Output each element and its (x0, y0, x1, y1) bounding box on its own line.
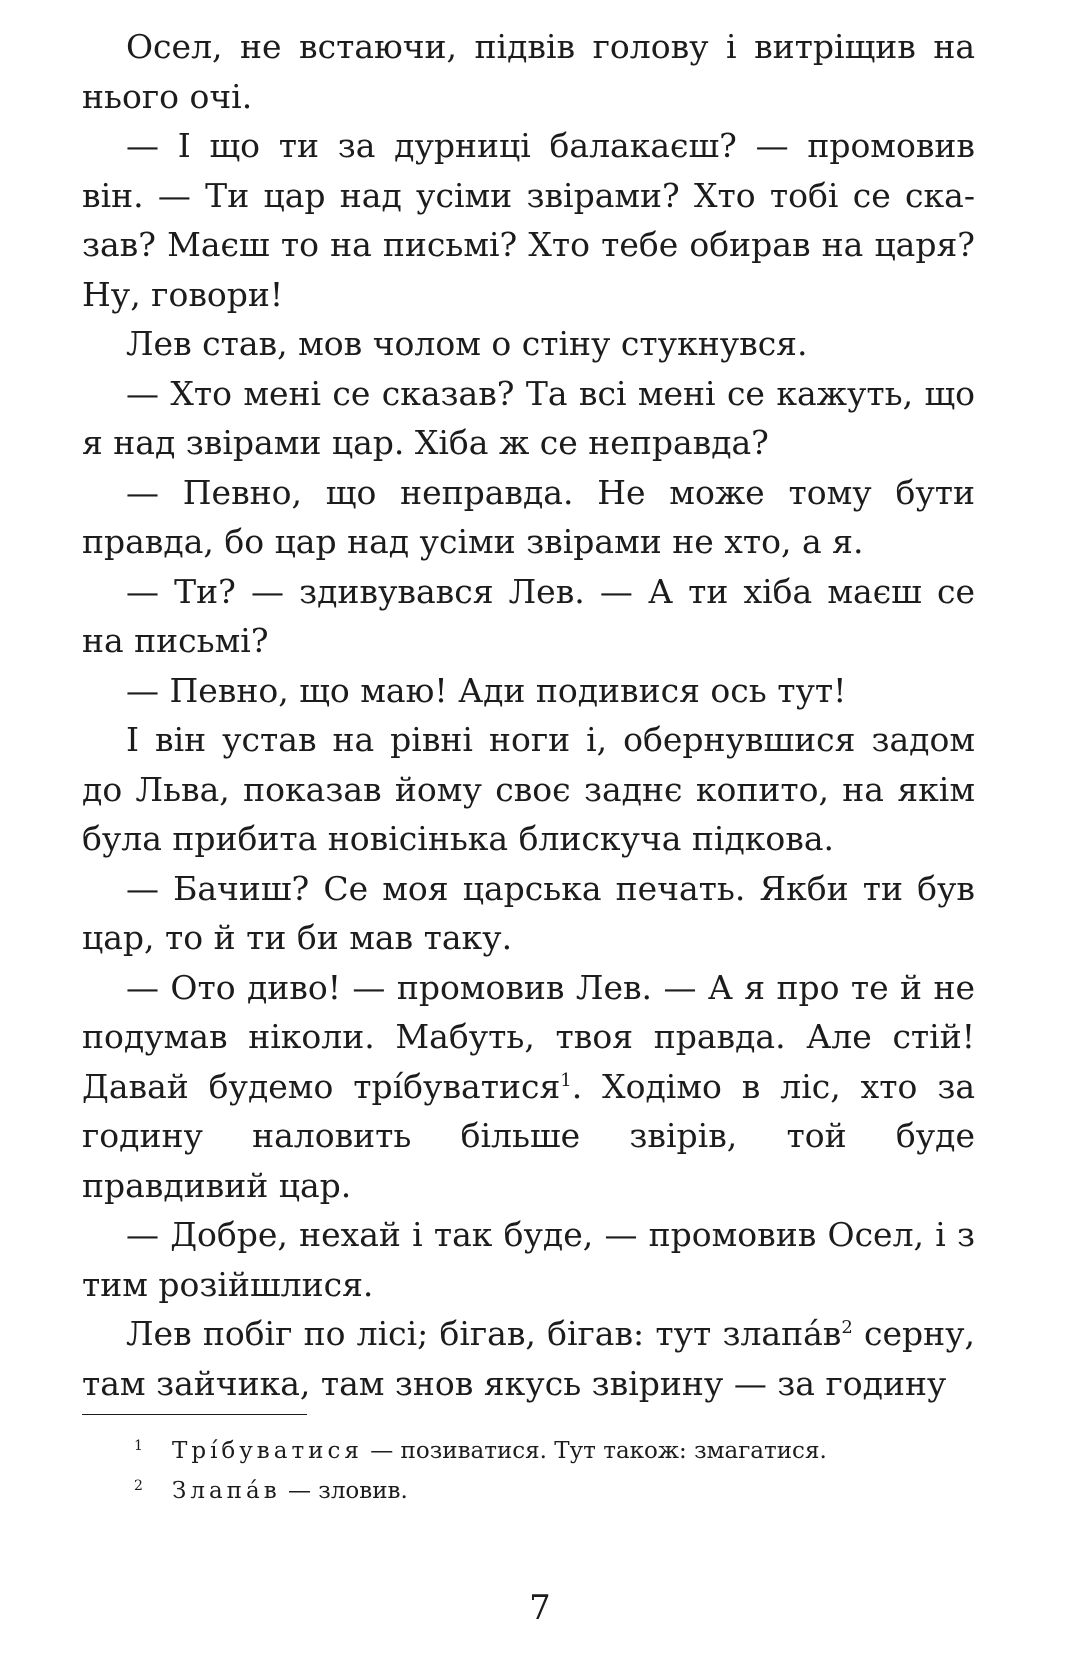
footnotes (82, 1429, 975, 1509)
footnote-term: Трíбуватися (172, 1438, 363, 1464)
paragraph: І він устав на рівні ноги і, обернувшися задом до Льва, показав йому своє заднє копито, на якім була прибита новісінька блискуча підкова. (82, 720, 975, 858)
paragraph: — І що ти за дурниці балакаєш? — промовив він. — Ти цар над усіми звірами? Хто тобі се сказав? Маєш то на письмі? Хто тебе обирав на царя? Ну, говори! (82, 126, 975, 314)
footnote-reference: 2 (841, 1317, 853, 1338)
paragraph (82, 963, 975, 1211)
footnote-number: 1 (134, 1438, 143, 1454)
paragraph: Лев став, мов чолом о стіну стукнувся. (126, 324, 808, 363)
book-page-body (82, 22, 975, 1408)
paragraph-text: серну, там зайчика, там знов якусь звірину — за годину (82, 1314, 976, 1403)
footnote (82, 1469, 975, 1509)
footnote-definition: — зловив. (280, 1478, 408, 1504)
paragraph: — Ти? — здивувався Лев. — А ти хіба маєш се на письмі? (82, 571, 975, 660)
paragraph-text: Лев побіг по лісі; бігав, бігав: тут злапáв (126, 1314, 842, 1353)
paragraph: — Бачиш? Се моя царська печать. Якби ти був цар, то й ти би мав таку. (82, 868, 975, 957)
footnote-divider (82, 1414, 307, 1415)
paragraph: — Певно, що неправда. Не може тому бути правда, бо цар над усіми звірами не хто, а я. (82, 472, 975, 561)
footnote (82, 1429, 975, 1469)
paragraph-text: — Ото диво! — промовив Лев. — А я про те й не подумав ніколи. Мабуть, твоя правда. Але стій! Давай будемо трíбуватися (82, 967, 975, 1106)
footnote-number: 2 (134, 1478, 143, 1494)
paragraph: Осел, не встаючи, підвів голову і витріщив на нього очі. (82, 27, 975, 116)
paragraph-text: . Ходімо в ліс, хто за годину наловить більше звірів, той буде правдивий цар. (82, 1066, 976, 1205)
paragraph: — Певно, що маю! Ади подивися ось тут! (126, 670, 847, 710)
page-number: 7 (529, 1588, 551, 1628)
paragraph: — Добре, нехай і так буде, — промовив Осел, і з тим розійшлися. (82, 1215, 975, 1304)
footnote-reference: 1 (560, 1069, 572, 1091)
paragraph: — Хто мені се сказав? Та всі мені се кажуть, що я над звірами цар. Хіба ж се неправда? (82, 373, 975, 462)
paragraph (82, 1309, 975, 1408)
footnote-term: Злапáв (172, 1478, 281, 1504)
footnote-definition: — позиватися. Тут також: змагатися. (362, 1438, 827, 1464)
